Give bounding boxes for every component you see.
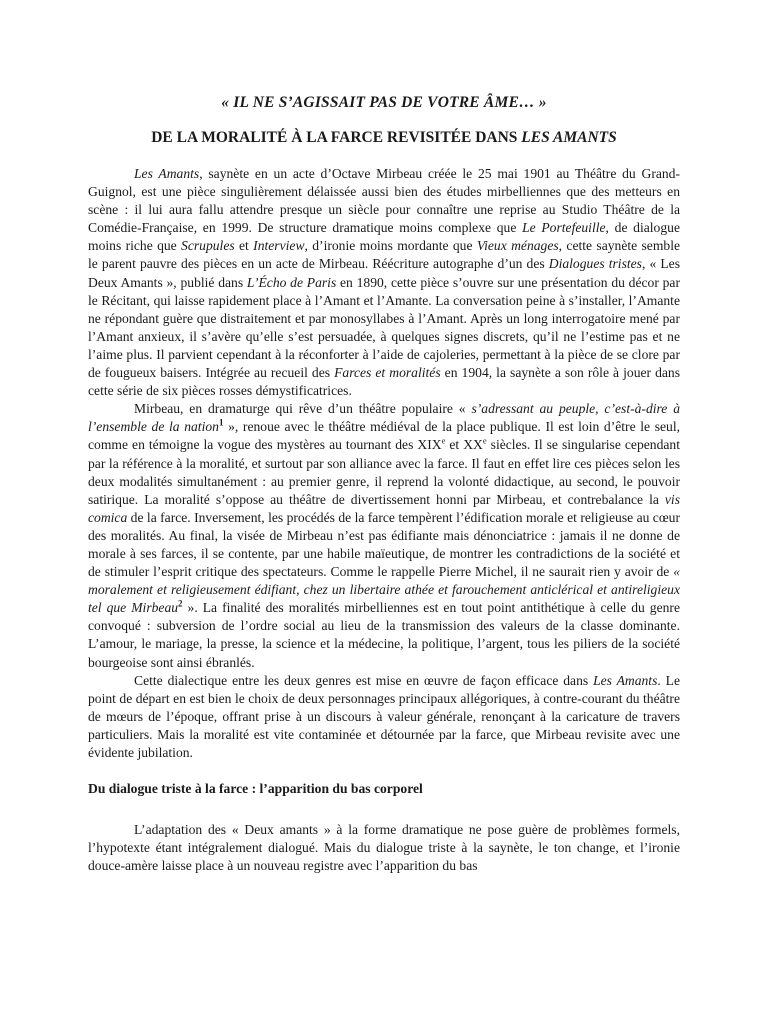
- work-title: Les Amants: [593, 672, 658, 688]
- quotation: s’adressant au peuple, c’est-à-dire à l’ensemble de la nation: [88, 401, 680, 435]
- text-run: , d’ironie moins mordante que: [304, 238, 477, 254]
- work-title: L’Écho de Paris: [246, 274, 337, 290]
- work-title: Dialogues tristes: [548, 256, 642, 272]
- section-heading: Du dialogue triste à la farce : l’apparition du bas corporel: [88, 781, 423, 797]
- text-run: . Le point de départ en est bien le choix de deux personnages principaux allégoriques, à contre-courant du théâtre de mœurs de l’époque, offrant prise à un discours à valeur générale, renonçant à la caricature de travers particuliers. Mais la moralité est vite contaminée et détournée par la farce, que Mirbeau revisite avec une évidente jubilation.: [88, 672, 680, 760]
- work-title: Le Portefeuille: [522, 220, 606, 236]
- text-run: , cette saynète semble le parent pauvre des pièces en un acte de Mirbeau. Réécriture autographe d’un des: [88, 238, 681, 272]
- footnote-ref-1[interactable]: 1: [218, 417, 224, 428]
- paragraph-2: [88, 400, 680, 671]
- footnote-ref-2[interactable]: 2: [178, 598, 183, 609]
- work-title: Vieux ménages: [476, 238, 559, 254]
- text-run: et: [234, 238, 254, 254]
- paragraph-3: [88, 672, 680, 762]
- article-body: [88, 165, 680, 875]
- text-run: L’adaptation des « Deux amants » à la forme dramatique ne pose guère de problèmes formels, l’hypotexte étant intégralement dialogué. Mais du dialogue triste à la saynète, le ton change, et l’ironie douce-amère laisse place à un nouveau registre avec l’apparition du bas: [88, 822, 680, 874]
- work-title: Interview: [253, 238, 305, 254]
- text-run: siècles. Il se singularise cependant par la référence à la moralité, et surtout par son alliance avec la farce. Il faut en effet lire ces pièces selon les deux modalités simultanément : au premier genre, il reprend la volonté didactique, au second, le pouvoir satirique. La moralité s’oppose au théâtre de divertissement honni par Mirbeau, et contrebalance la: [88, 437, 680, 507]
- ordinal-superscript: e: [441, 435, 446, 446]
- text-run: », renoue avec le théâtre médiéval de la place publique. Il est loin d’être le seul, comme en témoigne la vogue des mystères au tournant des XIX: [88, 419, 680, 453]
- work-title: Les Amants: [134, 166, 200, 181]
- page-subtitle: [88, 128, 680, 148]
- text-run: , de dialogue moins riche que: [88, 220, 680, 254]
- work-title: Farces et moralités: [334, 365, 441, 381]
- subtitle-italic: LES AMANTS: [521, 129, 617, 146]
- text-run: , saynète en un acte d’Octave Mirbeau créée le 25 mai 1901 au Théâtre du Grand-Guignol, est une pièce singulièrement délaissée aussi bien des études mirbelliennes que des metteurs en scène : il lui aura fallu attendre presque un siècle pour connaître une reprise au Studio Théâtre de la Comédie-Française, en 1999. De structure dramatique moins complexe que: [88, 166, 680, 236]
- text-run: ». La finalité des moralités mirbelliennes est en tout point antithétique à celle du genre convoqué : subversion de l’ordre social au lieu de la transmission des valeurs de la classe dominante. L’amour, le mariage, la presse, la science et la médecine, la politique, l’argent, tous les piliers de la société bourgeoise sont ainsi ébranlés.: [88, 600, 680, 670]
- text-run: Mirbeau, en dramaturge qui rêve d’un théâtre populaire «: [134, 401, 472, 417]
- latin-term: vis comica: [88, 491, 680, 525]
- work-title: Scrupules: [181, 238, 235, 254]
- quotation: « moralement et religieusement édifiant, chez un libertaire athée et farouchement anticlérical et antireligieux tel que Mirbeau: [88, 564, 680, 616]
- text-run: Cette dialectique entre les deux genres est mise en œuvre de façon efficace dans: [134, 672, 594, 688]
- ordinal-superscript: e: [482, 435, 487, 446]
- text-run: et XX: [445, 437, 483, 453]
- page-title: « IL NE S’AGISSAIT PAS DE VOTRE ÂME… »: [221, 94, 547, 111]
- paragraph-1: [88, 165, 680, 400]
- text-run: en 1904, la saynète a son rôle à jouer dans cette série de six pièces rosses démystificatrices.: [88, 365, 681, 399]
- subtitle-main: DE LA MORALITÉ À LA FARCE REVISITÉE DANS: [151, 129, 522, 146]
- text-run: en 1890, cette pièce s’ouvre sur une présentation du décor par le Récitant, qui laisse rapidement place à l’Amant et l’Amante. La conversation peine à s’installer, l’Amante ne répondant guère que distraitement et par monosyllabes à l’Amant. Après un long interrogatoire mené par l’Amant anxieux, il s’avère qu’elle s’est persuadée, à quelques signes discrets, qu’il ne l’estime pas et ne l’aime plus. Il parvient cependant à la réconforter à l’aide de cajoleries, permettant à la pièce de se clore par de fougueux baisers. Intégrée au recueil des: [88, 274, 680, 381]
- text-run: , « Les Deux Amants », publié dans: [88, 256, 680, 290]
- paragraph-4: [88, 821, 680, 875]
- text-run: de la farce. Inversement, les procédés de la farce tempèrent l’édification morale et religieuse au cœur des moralités. Au final, la visée de Mirbeau n’est pas édifiante mais dénonciatrice : jamais il ne donne de morale à ses farces, il se contente, par une habile maïeutique, de montrer les contradictions de la société et de stimuler l’esprit critique des spectateurs. Comme le rappelle Pierre Michel, il ne saurait rien y avoir de: [88, 509, 680, 580]
